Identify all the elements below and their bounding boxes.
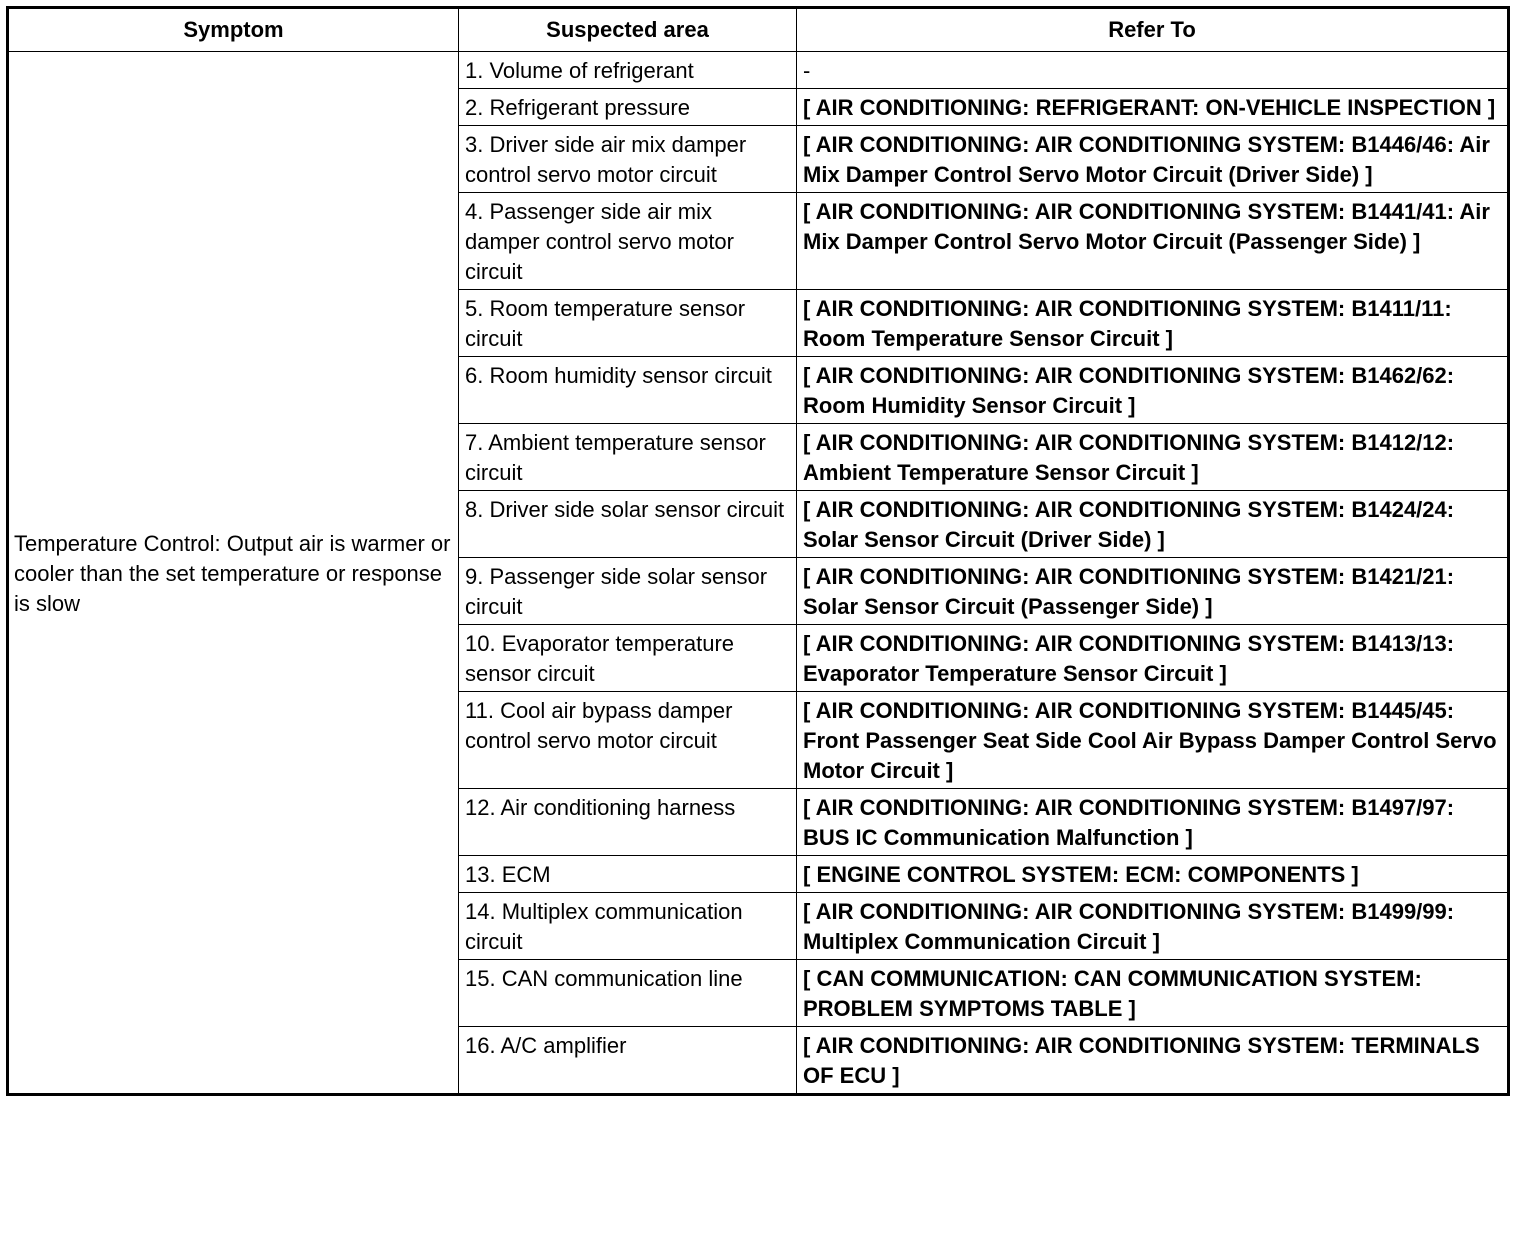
- header-row: [8, 8, 1509, 52]
- suspected-area-cell: 15. CAN communication line: [459, 960, 797, 1027]
- refer-to-link[interactable]: [ AIR CONDITIONING: AIR CONDITIONING SYSTEM: B1462/62: Room Humidity Sensor Circuit ]: [797, 357, 1509, 424]
- refer-to-link[interactable]: [ AIR CONDITIONING: AIR CONDITIONING SYSTEM: B1411/11: Room Temperature Sensor Circuit ]: [797, 290, 1509, 357]
- suspected-area-cell: 4. Passenger side air mix damper control servo motor circuit: [459, 193, 797, 290]
- suspected-area-cell: 5. Room temperature sensor circuit: [459, 290, 797, 357]
- suspected-area-cell: 16. A/C amplifier: [459, 1027, 797, 1095]
- symptom-column-header: Symptom: [8, 8, 459, 52]
- problem-symptoms-table: [6, 6, 1510, 1096]
- table-row: [8, 52, 1509, 89]
- refer-to-link[interactable]: [ AIR CONDITIONING: AIR CONDITIONING SYSTEM: B1421/21: Solar Sensor Circuit (Passenger Side) ]: [797, 558, 1509, 625]
- refer-to-cell: -: [797, 52, 1509, 89]
- suspected-area-cell: 7. Ambient temperature sensor circuit: [459, 424, 797, 491]
- refer-to-link[interactable]: [ AIR CONDITIONING: AIR CONDITIONING SYSTEM: B1445/45: Front Passenger Seat Side Cool Air Bypass Damper Control Servo Motor Circuit ]: [797, 692, 1509, 789]
- table-body: [8, 52, 1509, 1095]
- refer-to-link[interactable]: [ AIR CONDITIONING: AIR CONDITIONING SYSTEM: B1499/99: Multiplex Communication Circuit ]: [797, 893, 1509, 960]
- suspected-area-cell: 10. Evaporator temperature sensor circuit: [459, 625, 797, 692]
- refer-to-link[interactable]: [ AIR CONDITIONING: AIR CONDITIONING SYSTEM: TERMINALS OF ECU ]: [797, 1027, 1509, 1095]
- refer-to-link[interactable]: [ AIR CONDITIONING: AIR CONDITIONING SYSTEM: B1413/13: Evaporator Temperature Sensor Circuit ]: [797, 625, 1509, 692]
- refer-to-link[interactable]: [ AIR CONDITIONING: AIR CONDITIONING SYSTEM: B1424/24: Solar Sensor Circuit (Driver Side) ]: [797, 491, 1509, 558]
- suspected-area-cell: 3. Driver side air mix damper control servo motor circuit: [459, 126, 797, 193]
- suspected-area-cell: 9. Passenger side solar sensor circuit: [459, 558, 797, 625]
- suspected-area-cell: 6. Room humidity sensor circuit: [459, 357, 797, 424]
- suspected-area-cell: 12. Air conditioning harness: [459, 789, 797, 856]
- suspected-area-cell: 11. Cool air bypass damper control servo motor circuit: [459, 692, 797, 789]
- suspected-area-cell: 14. Multiplex communication circuit: [459, 893, 797, 960]
- refer-to-link[interactable]: [ AIR CONDITIONING: REFRIGERANT: ON-VEHICLE INSPECTION ]: [797, 89, 1509, 126]
- suspected-area-cell: 13. ECM: [459, 856, 797, 893]
- suspected-area-column-header: Suspected area: [459, 8, 797, 52]
- suspected-area-cell: 1. Volume of refrigerant: [459, 52, 797, 89]
- refer-to-link[interactable]: [ ENGINE CONTROL SYSTEM: ECM: COMPONENTS ]: [797, 856, 1509, 893]
- suspected-area-cell: 8. Driver side solar sensor circuit: [459, 491, 797, 558]
- refer-to-link[interactable]: [ AIR CONDITIONING: AIR CONDITIONING SYSTEM: B1446/46: Air Mix Damper Control Servo Motor Circuit (Driver Side) ]: [797, 126, 1509, 193]
- suspected-area-cell: 2. Refrigerant pressure: [459, 89, 797, 126]
- refer-to-link[interactable]: [ AIR CONDITIONING: AIR CONDITIONING SYSTEM: B1497/97: BUS IC Communication Malfunction ]: [797, 789, 1509, 856]
- refer-to-link[interactable]: [ CAN COMMUNICATION: CAN COMMUNICATION SYSTEM: PROBLEM SYMPTOMS TABLE ]: [797, 960, 1509, 1027]
- symptom-cell: Temperature Control: Output air is warmer or cooler than the set temperature or response is slow: [8, 52, 459, 1095]
- refer-to-column-header: Refer To: [797, 8, 1509, 52]
- refer-to-link[interactable]: [ AIR CONDITIONING: AIR CONDITIONING SYSTEM: B1412/12: Ambient Temperature Sensor Circuit ]: [797, 424, 1509, 491]
- refer-to-link[interactable]: [ AIR CONDITIONING: AIR CONDITIONING SYSTEM: B1441/41: Air Mix Damper Control Servo Motor Circuit (Passenger Side) ]: [797, 193, 1509, 290]
